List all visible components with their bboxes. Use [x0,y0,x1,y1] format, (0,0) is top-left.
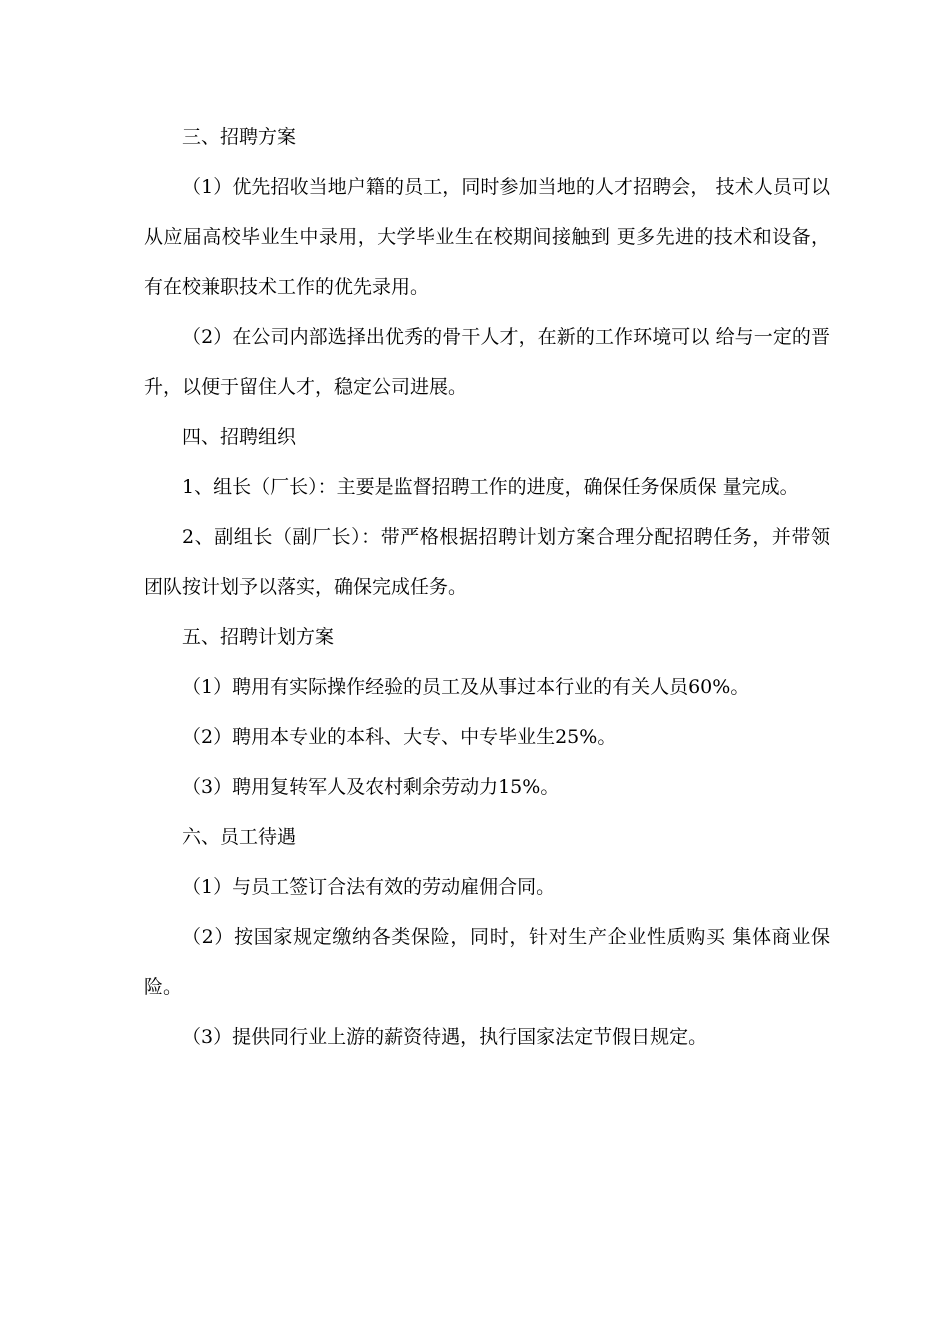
section-heading-employee-benefits: 六、员工待遇 [182,826,297,848]
section-heading-hiring-quota: 五、招聘计划方案 [182,626,335,648]
document-body [144,112,830,1062]
paragraph-labor-contract: （1）与员工签订合法有效的劳动雇佣合同。 [182,876,556,898]
section-heading-recruitment-organization: 四、招聘组织 [182,426,297,448]
paragraph-experienced-staff: （1）聘用有实际操作经验的员工及从事过本行业的有关人员60%。 [182,676,750,698]
paragraph-graduates: （2）聘用本专业的本科、大专、中专毕业生25%。 [182,726,617,748]
paragraph-team-leader: 1、组长（厂长）：主要是监督招聘工作的进度，确保任务保质保 量完成。 [182,476,799,498]
paragraph-internal-promotion: （2）在公司内部选择出优秀的骨干人才，在新的工作环境可以 给与一定的晋升，以便于留住人才，稳定公司进展。 [144,326,830,398]
paragraph-local-hiring: （1）优先招收当地户籍的员工，同时参加当地的人才招聘会， 技术人员可以从应届高校毕业生中录用，大学毕业生在校期间接触到 更多先进的技术和设备，有在校兼职技术工作的优先录用。 [144,176,830,298]
section-heading-recruitment-plan: 三、招聘方案 [182,126,297,148]
paragraph-veterans-rural-labor: （3）聘用复转军人及农村剩余劳动力15%。 [182,776,560,798]
paragraph-salary-holidays: （3）提供同行业上游的薪资待遇，执行国家法定节假日规定。 [182,1026,708,1048]
paragraph-deputy-leader: 2、副组长（副厂长）：带严格根据招聘计划方案合理分配招聘任务，并带领团队按计划予以落实，确保完成任务。 [144,526,830,598]
paragraph-insurance: （2）按国家规定缴纳各类保险，同时，针对生产企业性质购买 集体商业保险。 [144,926,830,998]
